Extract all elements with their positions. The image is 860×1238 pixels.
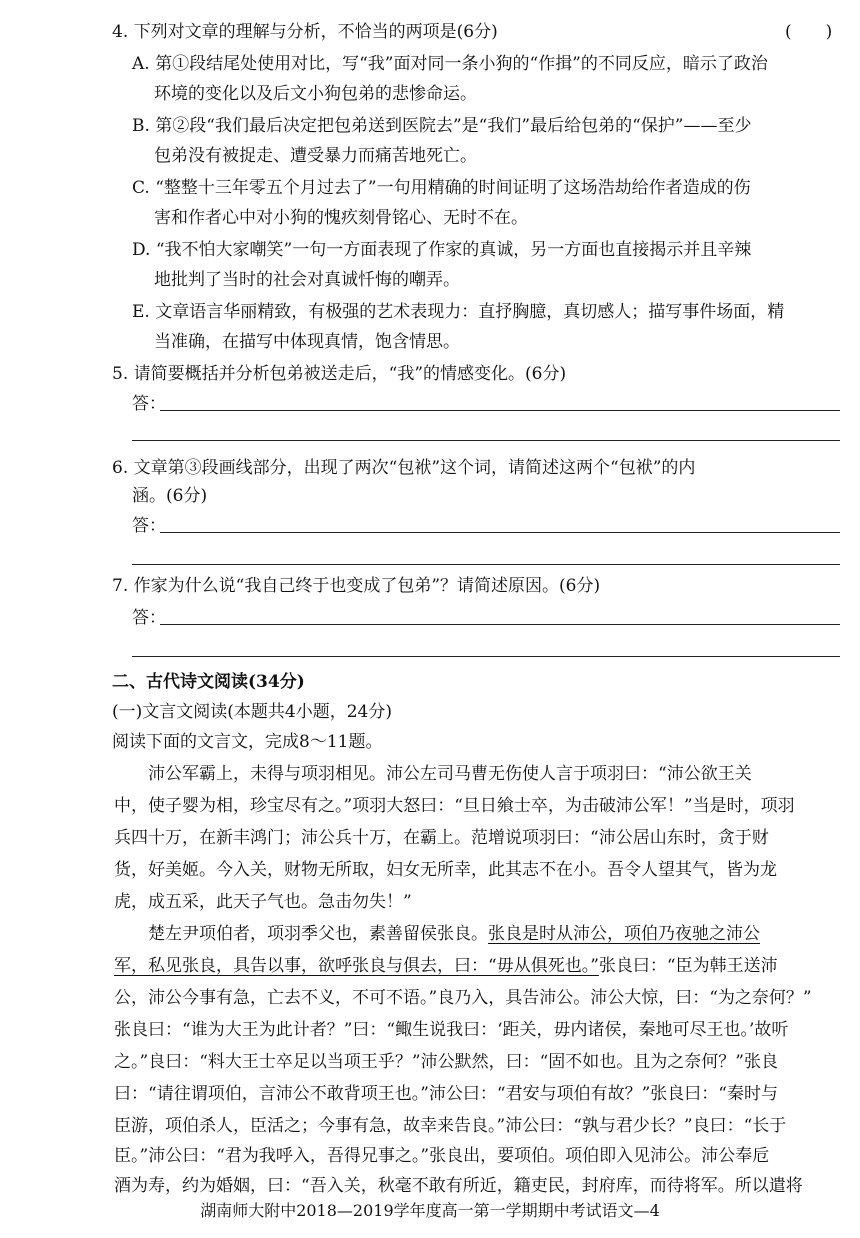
option-b-line-2: 包弟没有被捉走、遭受暴力而痛苦地死亡。 bbox=[154, 146, 477, 166]
option-a-line-2: 环境的变化以及后文小狗包弟的悲惨命运。 bbox=[154, 84, 477, 104]
answer-parentheses: ( ) bbox=[785, 22, 833, 42]
passage-line: 兵四十万，在新丰鸿门；沛公兵十万，在霸上。范增说项羽曰：“沛公居山东时，贪于财 bbox=[114, 828, 769, 848]
passage-line: 中，使子婴为相，珍宝尽有之。”项羽大怒曰：“旦日飨士卒，为击破沛公军！”当是时，项羽 bbox=[114, 796, 795, 816]
option-a-line-1: A. 第①段结尾处使用对比，写“我”面对同一条小狗的“作揖”的不同反应，暗示了政治 bbox=[132, 54, 768, 74]
option-c-line-1: C. “整整十三年零五个月过去了”一句用精确的时间证明了这场浩劫给作者造成的伤 bbox=[132, 178, 751, 198]
option-c-line-2: 害和作者心中对小狗的愧疚刻骨铭心、无时不在。 bbox=[154, 208, 528, 228]
question-5-stem: 5. 请简要概括并分析包弟被送走后，“我”的情感变化。(6分) bbox=[112, 364, 567, 384]
passage-line: 张良曰：“谁为大王为此计者？”曰：“鲰生说我曰：‘距关，毋内诸侯，秦地可尽王也。’故听 bbox=[114, 1020, 789, 1040]
answer-line-5a[interactable] bbox=[160, 410, 840, 411]
passage-line: 虎，成五采，此天子气也。急击勿失！” bbox=[114, 892, 412, 912]
passage-line: 之。”良曰：“料大王士卒足以当项王乎？”沛公默然，曰：“固不如也。且为之奈何？”张良 bbox=[114, 1052, 778, 1072]
question-6-stem-line-2: 涵。(6分) bbox=[132, 486, 208, 506]
section-2-title: 二、古代诗文阅读(34分) bbox=[112, 672, 305, 692]
option-e-line-2: 当准确，在描写中体现真情，饱含情思。 bbox=[154, 332, 460, 352]
passage-line: 臣游，项伯杀人，臣活之；今事有急，故幸来告良。”沛公曰：“孰与君少长？”良曰：“长于 bbox=[114, 1116, 787, 1136]
passage-line: 公，沛公今事有急，亡去不义，不可不语。”良乃入，具告沛公。沛公大惊，曰：“为之奈何？” bbox=[114, 988, 812, 1008]
answer-label-5: 答： bbox=[132, 394, 166, 414]
page-footer: 湖南师大附中2018—2019学年度高一第一学期期中考试语文—4 bbox=[200, 1201, 660, 1220]
option-d-line-1: D. “我不怕大家嘲笑”一句一方面表现了作家的真诚，另一方面也直接揭示并且辛辣 bbox=[132, 240, 752, 260]
option-b-line-1: B. 第②段“我们最后决定把包弟送到医院去”是“我们”最后给包弟的“保护”——至少 bbox=[132, 116, 752, 136]
passage-line: 曰：“请往谓项伯，言沛公不敢背项王也。”沛公曰：“君安与项伯有故？”张良曰：“秦时与 bbox=[114, 1084, 778, 1104]
passage-line: 沛公军霸上，未得与项羽相见。沛公左司马曹无伤使人言于项羽曰：“沛公欲王关 bbox=[114, 764, 752, 784]
underlined-passage: 张良是时从沛公，项伯乃夜驰之沛公 bbox=[488, 924, 760, 944]
answer-label-7: 答： bbox=[132, 608, 166, 628]
passage-line: 酒为寿，约为婚姻，曰：“吾入关，秋毫不敢有所近，籍吏民，封府库，而待将军。所以遣将 bbox=[114, 1176, 803, 1196]
option-e-line-1: E. 文章语言华丽精致，有极强的艺术表现力：直抒胸臆，真切感人；描写事件场面，精 bbox=[132, 302, 785, 322]
section-2-instructions: 阅读下面的文言文，完成8～11题。 bbox=[112, 732, 383, 752]
underlined-passage: 军，私见张良，具告以事，欲呼张良与俱去，曰：“毋从俱死也。” bbox=[114, 956, 599, 976]
answer-label-6: 答： bbox=[132, 516, 166, 536]
option-d-line-2: 地批判了当时的社会对真诚忏悔的嘲弄。 bbox=[154, 270, 460, 290]
passage-line: 臣。”沛公曰：“君为我呼入，吾得兄事之。”张良出，要项伯。项伯即入见沛公。沛公奉卮 bbox=[114, 1146, 770, 1166]
passage-text: 张良曰：“臣为韩王送沛 bbox=[598, 956, 778, 976]
answer-line-7a[interactable] bbox=[160, 624, 840, 625]
answer-line-7b[interactable] bbox=[132, 656, 840, 657]
question-7-stem: 7. 作家为什么说“我自己终于也变成了包弟”？请简述原因。(6分) bbox=[112, 576, 601, 596]
question-6-stem-line-1: 6. 文章第③段画线部分，出现了两次“包袱”这个词，请简述这两个“包袱”的内 bbox=[112, 458, 696, 478]
passage-text: 楚左尹项伯者，项羽季父也，素善留侯张良。 bbox=[114, 924, 488, 944]
answer-line-6a[interactable] bbox=[160, 532, 840, 533]
passage-line bbox=[114, 922, 760, 946]
question-4-stem: 4. 下列对文章的理解与分析，不恰当的两项是(6分) bbox=[112, 22, 498, 42]
passage-line: 货，好美姬。今入关，财物无所取，妇女无所幸，此其志不在小。吾令人望其气，皆为龙 bbox=[114, 860, 777, 880]
passage-line bbox=[114, 954, 778, 978]
answer-line-6b[interactable] bbox=[132, 564, 840, 565]
section-2-subtitle: (一)文言文阅读(本题共4小题，24分) bbox=[112, 702, 392, 722]
answer-line-5b[interactable] bbox=[132, 440, 840, 441]
